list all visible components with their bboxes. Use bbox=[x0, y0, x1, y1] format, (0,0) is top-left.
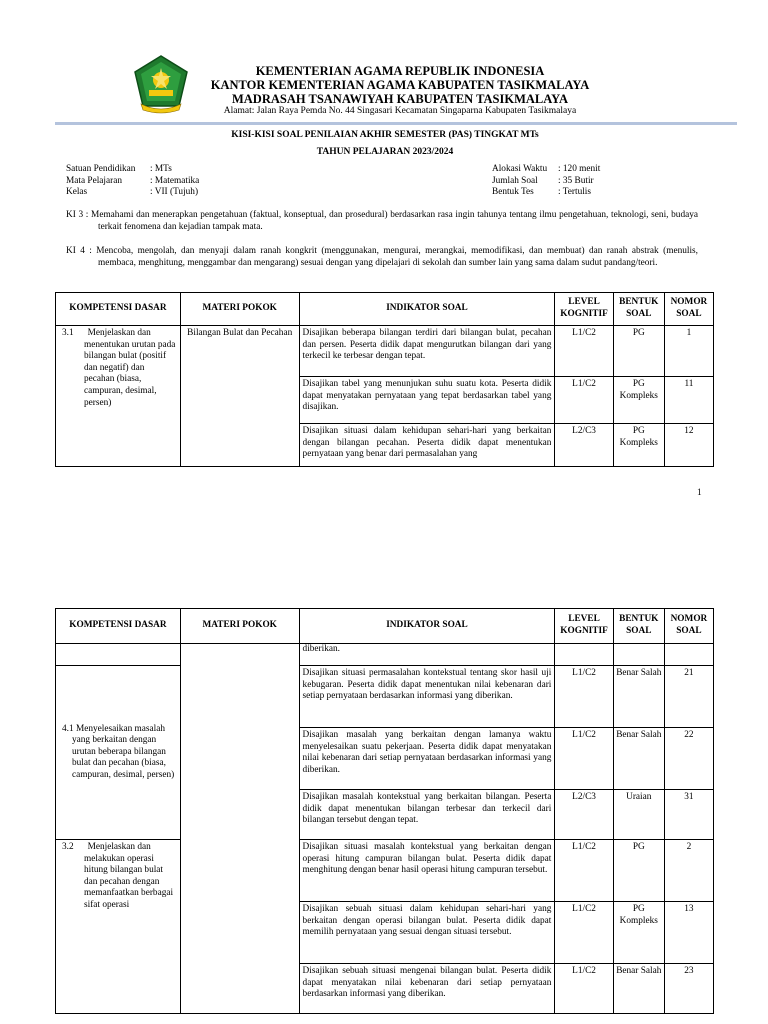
kisi-table-page1 bbox=[55, 292, 714, 467]
indikator-text: Disajikan situasi dalam kehidupan sehari-hari yang berkaitan dengan bilangan pecahan. Peserta didik dapat menentukan pernyataan yang benar dari permasalahan yang bbox=[302, 426, 552, 460]
nomor-cell: 13 bbox=[664, 902, 713, 964]
ki3-content: KI 3 : Memahami dan menerapkan pengetahuan (faktual, konseptual, dan prosedural) berdasarkan rasa ingin tahunya tentang ilmu pengetahuan, teknologi, seni, budaya terkait fenomena dan kejadian tampak mata. bbox=[66, 210, 698, 232]
level-cell bbox=[555, 644, 613, 666]
nomor-cell bbox=[664, 644, 713, 666]
kd-cell bbox=[56, 666, 181, 840]
bentuk-cell: PG Kompleks bbox=[613, 902, 664, 964]
level-cell: L1/C2 bbox=[555, 902, 613, 964]
ki4-content: KI 4 : Mencoba, mengolah, dan menyaji dalam ranah kongkrit (menggunakan, mengurai, merangkai, memodifikasi, dan membuat) dan ranah abstrak (menulis, membaca, menghitung, menggambar dan mengarang) sesuai dengan yang dipelajari di sekolah dan sumber lain yang sama dalam sudut pandang/teori. bbox=[66, 246, 698, 268]
indikator-cell: Disajikan beberapa bilangan terdiri dari bilangan bulat, pecahan dan persen. Peserta didik dapat mengurutkan bilangan dari yang terkecil ke terbesar dengan tepat. bbox=[299, 326, 555, 377]
nomor-cell: 22 bbox=[664, 728, 713, 790]
table-header-row bbox=[56, 609, 714, 644]
bentuk-cell: Uraian bbox=[613, 790, 664, 840]
table-header-row bbox=[56, 293, 714, 326]
indikator-cell: Disajikan masalah yang berkaitan dengan lamanya waktu menyelesaikan suatu pekerjaan. Peserta didik dapat menyatakan nilai kebenaran dari setiap pernyataan berdasarkan informasi yang diberikan. bbox=[299, 728, 555, 790]
kd-cell bbox=[56, 840, 181, 1014]
level-cell: L1/C2 bbox=[555, 377, 613, 424]
info-value: : 35 Butir bbox=[558, 175, 594, 186]
level-cell: L1/C2 bbox=[555, 728, 613, 790]
header-bentuk: BENTUK SOAL bbox=[613, 609, 664, 644]
bentuk-cell: PG Kompleks bbox=[613, 424, 664, 467]
level-cell: L1/C2 bbox=[555, 964, 613, 1014]
bentuk-cell: Benar Salah bbox=[613, 728, 664, 790]
info-label: Satuan Pendidikan bbox=[66, 164, 136, 174]
indikator-cell: diberikan. bbox=[299, 644, 555, 666]
table-row bbox=[56, 666, 714, 728]
nomor-cell: 1 bbox=[664, 326, 713, 377]
info-value: : Matematika bbox=[150, 175, 200, 186]
info-value: : MTs bbox=[150, 164, 172, 174]
level-cell: L2/C3 bbox=[555, 424, 613, 467]
school-address: Alamat: Jalan Raya Pemda No. 44 Singasari Kecamatan Singaparna Kabupaten Tasikmalaya bbox=[223, 106, 577, 116]
kd-cell bbox=[56, 326, 181, 467]
nomor-cell: 12 bbox=[664, 424, 713, 467]
school-name: MADRASAH TSANAWIYAH KABUPATEN TASIKMALAYA bbox=[231, 92, 569, 106]
bentuk-cell: PG Kompleks bbox=[613, 377, 664, 424]
header-indikator: INDIKATOR SOAL bbox=[299, 293, 555, 326]
ministry-name: KEMENTERIAN AGAMA REPUBLIK INDONESIA bbox=[255, 64, 545, 78]
header-level: LEVEL KOGNITIF bbox=[555, 609, 613, 644]
header-nomor: NOMOR SOAL bbox=[664, 609, 713, 644]
info-value: : 120 menit bbox=[558, 164, 601, 174]
indikator-cell: Disajikan sebuah situasi mengenai bilangan bulat. Peserta didik dapat menyatakan nilai kebenaran dari setiap pernyataan berdasarkan informasi yang diberikan. bbox=[299, 964, 555, 1014]
nomor-cell: 11 bbox=[664, 377, 713, 424]
office-name: KANTOR KEMENTERIAN AGAMA KABUPATEN TASIKMALAYA bbox=[210, 78, 590, 92]
nomor-cell: 21 bbox=[664, 666, 713, 728]
info-left bbox=[66, 164, 199, 199]
letterhead-rule bbox=[55, 122, 737, 125]
header-indikator: INDIKATOR SOAL bbox=[299, 609, 555, 644]
indikator-cell: Disajikan tabel yang menunjukan suhu suatu kota. Peserta didik dapat menyatakan pernyataan yang tepat berdasarkan tabel yang disajikan. bbox=[299, 377, 555, 424]
indikator-cell: Disajikan masalah kontekstual yang berkaitan bilangan. Peserta didik dapat menentukan bilangan terbesar dan terkecil dari bilangan tersebut dengan tepat. bbox=[299, 790, 555, 840]
level-cell: L1/C2 bbox=[555, 840, 613, 902]
bentuk-cell: PG bbox=[613, 326, 664, 377]
indikator-cell: Disajikan sebuah situasi dalam kehidupan sehari-hari yang berkaitan dengan operasi bilangan bulat. Peserta didik dapat memilih pernyataan yang sesuai dengan situasi tersebut. bbox=[299, 902, 555, 964]
info-value: : Tertulis bbox=[558, 187, 592, 197]
info-value: : VII (Tujuh) bbox=[150, 187, 199, 197]
bentuk-cell: PG bbox=[613, 840, 664, 902]
kemenag-logo-icon bbox=[133, 54, 189, 114]
bentuk-cell: Benar Salah bbox=[613, 666, 664, 728]
table-row bbox=[56, 840, 714, 902]
table-row bbox=[56, 326, 714, 377]
kd-text: 4.1 Menyelesaikan masalah yang berkaitan dengan urutan beberapa bilangan bulat dan pecahan (biasa, campuran, desimal, persen) bbox=[62, 723, 175, 780]
table-row bbox=[56, 644, 714, 666]
indikator-cell: Disajikan situasi permasalahan kontekstual tentang skor hasil uji kebugaran. Peserta didik dapat menentukan nilai kebenaran dari setiap pernyataan berdasarkan informasi yang diberikan. bbox=[299, 666, 555, 728]
kd-cell bbox=[56, 644, 181, 666]
kisi-table-page2 bbox=[55, 608, 714, 1014]
level-cell: L1/C2 bbox=[555, 666, 613, 728]
indikator-cell bbox=[299, 424, 555, 467]
bentuk-cell bbox=[613, 644, 664, 666]
info-label: Mata Pelajaran bbox=[66, 175, 123, 186]
header-materi: MATERI POKOK bbox=[180, 609, 299, 644]
header-bentuk: BENTUK SOAL bbox=[613, 293, 664, 326]
level-cell: L2/C3 bbox=[555, 790, 613, 840]
header-kd: KOMPETENSI DASAR bbox=[56, 293, 181, 326]
materi-cell bbox=[180, 644, 299, 1014]
materi-cell: Bilangan Bulat dan Pecahan bbox=[180, 326, 299, 467]
ki4-text bbox=[66, 246, 698, 269]
header-level: LEVEL KOGNITIF bbox=[555, 293, 613, 326]
info-label: Alokasi Waktu bbox=[492, 164, 548, 174]
info-label: Jumlah Soal bbox=[492, 175, 538, 186]
header-kd: KOMPETENSI DASAR bbox=[56, 609, 181, 644]
nomor-cell: 31 bbox=[664, 790, 713, 840]
ki3-text bbox=[66, 210, 698, 233]
page-number: 1 bbox=[697, 488, 702, 498]
indikator-cell: Disajikan situasi masalah kontekstual yang berkaitan dengan operasi hitung campuran bilangan bulat. Peserta didik dapat menghitung dengan benar hasil operasi hitung campuran tersebut. bbox=[299, 840, 555, 902]
level-cell: L1/C2 bbox=[555, 326, 613, 377]
bentuk-cell: Benar Salah bbox=[613, 964, 664, 1014]
kd-text: 3.2 Menjelaskan dan melakukan operasi hitung bilangan bulat dan pecahan dengan memanfaatkan berbagai sifat operasi bbox=[62, 842, 174, 910]
document-title: KISI-KISI SOAL PENILAIAN AKHIR SEMESTER (PAS) TINGKAT MTs bbox=[231, 130, 539, 140]
info-label: Bentuk Tes bbox=[492, 187, 534, 197]
header-nomor: NOMOR SOAL bbox=[664, 293, 713, 326]
info-right bbox=[492, 164, 600, 199]
academic-year: TAHUN PELAJARAN 2023/2024 bbox=[316, 147, 454, 157]
nomor-cell: 23 bbox=[664, 964, 713, 1014]
nomor-cell: 2 bbox=[664, 840, 713, 902]
header-materi: MATERI POKOK bbox=[180, 293, 299, 326]
kd-text: 3.1 Menjelaskan dan menentukan urutan pada bilangan bulat (positif dan negatif) dan pecahan (biasa, campuran, desimal, persen) bbox=[62, 328, 176, 408]
info-label: Kelas bbox=[66, 187, 88, 197]
